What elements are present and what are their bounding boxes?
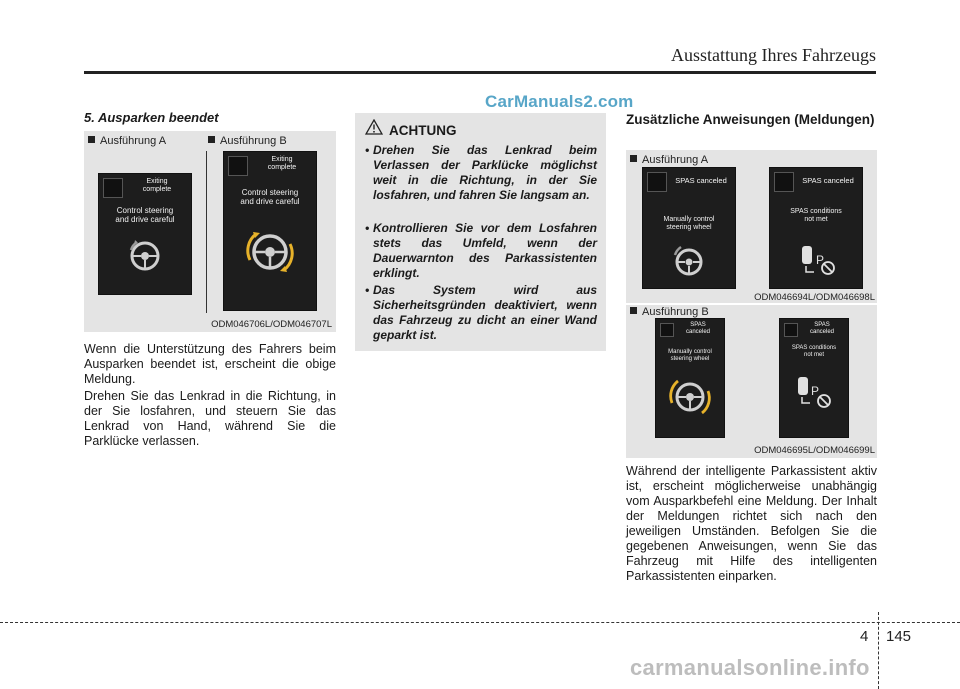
chapter-number: 4 bbox=[860, 628, 869, 645]
warning-item: • Drehen Sie das Lenkrad beim Verlassen der Parklücke möglichst weit in die Richtung, in der Sie losfahren, und fahren Sie langsam an. bbox=[365, 143, 597, 202]
watermark-bottom: carmanualsonline.info bbox=[630, 655, 870, 680]
screen-message: Manually control steering wheel bbox=[663, 216, 715, 232]
screen-title: SPAS canceled bbox=[809, 322, 835, 335]
screen-title: Exiting complete bbox=[267, 156, 297, 171]
variant-label-b: Ausführung B bbox=[630, 306, 709, 318]
variant-label-b: Ausführung B bbox=[208, 135, 287, 147]
variant-label-a: Ausführung A bbox=[630, 154, 708, 166]
cluster-screen-a bbox=[98, 173, 192, 295]
figure-separator bbox=[626, 303, 877, 305]
steering-wheel-icon bbox=[125, 236, 165, 276]
figure-divider bbox=[206, 151, 207, 313]
svg-text:P: P bbox=[811, 384, 820, 398]
warning-triangle-icon bbox=[365, 119, 383, 135]
screen-message: Control steering and drive careful bbox=[115, 206, 175, 225]
steering-wheel-icon bbox=[242, 222, 298, 282]
steering-wheel-icon bbox=[669, 243, 709, 281]
screen-message: SPAS conditions not met bbox=[791, 345, 837, 358]
warning-title: ACHTUNG bbox=[389, 123, 457, 138]
variant-label-a: Ausführung A bbox=[88, 135, 166, 147]
watermark-top: CarManuals2.com bbox=[485, 92, 634, 111]
header-rule bbox=[84, 71, 876, 74]
figure-code: ODM046695L/ODM046699L bbox=[754, 445, 875, 456]
screen-title: Exiting complete bbox=[142, 178, 172, 193]
figure-exit-complete bbox=[84, 131, 336, 332]
parking-indicator-box bbox=[647, 172, 667, 192]
steering-wheel-icon bbox=[666, 371, 714, 423]
parking-indicator-box bbox=[784, 323, 798, 337]
screen-message: Control steering and drive careful bbox=[240, 188, 300, 207]
cluster-screen-b bbox=[223, 151, 317, 311]
svg-text:P: P bbox=[816, 253, 825, 267]
figure-spas-messages bbox=[626, 150, 877, 458]
screen-title: SPAS canceled bbox=[675, 176, 727, 185]
parking-indicator-box bbox=[660, 323, 674, 337]
warning-box bbox=[355, 113, 606, 351]
page-number: 145 bbox=[886, 628, 912, 645]
cluster-screen-spas-b2 bbox=[779, 318, 849, 438]
screen-message: SPAS conditions not met bbox=[790, 208, 842, 224]
figure-code: ODM046694L/ODM046698L bbox=[754, 292, 875, 303]
screen-message: Manually control steering wheel bbox=[668, 349, 712, 362]
screen-title: SPAS canceled bbox=[802, 176, 854, 185]
parked-car-icon bbox=[798, 240, 838, 280]
cluster-screen-spas-a2 bbox=[769, 167, 863, 289]
section-title-messages: Zusätzliche Anweisungen (Meldungen) bbox=[626, 112, 875, 127]
paragraph: Wenn die Unterstützung des Fahrers beim Ausparken beendet ist, erscheint die obige Meldung. bbox=[84, 342, 336, 386]
parked-car-icon bbox=[792, 371, 836, 417]
cluster-screen-spas-b1 bbox=[655, 318, 725, 438]
paragraph: Während der intelligente Parkassistent aktiv ist, erscheint möglicherweise unabhängig vom Ausparkbefehl eine Meldung. Der Inhalt der Meldungen richtet sich nach den jeweiligen Umständen. Befolgen Sie die gegebenen Anweisungen, wenn Sie das Fahrzeug mit Hilfe des intelligenten Parkassistenten einparken. bbox=[626, 464, 877, 583]
paragraph: Drehen Sie das Lenkrad in die Richtung, in der Sie losfahren, und steuern Sie das Lenkrad von Hand, während Sie die Parklücke verlassen. bbox=[84, 389, 336, 448]
footer-divider bbox=[878, 612, 879, 689]
parking-indicator-box bbox=[774, 172, 794, 192]
screen-title: SPAS canceled bbox=[685, 322, 711, 335]
section-title-exit-complete: 5. Ausparken beendet bbox=[84, 110, 219, 125]
header-title: Ausstattung Ihres Fahrzeugs bbox=[671, 45, 876, 65]
cluster-screen-spas-a1 bbox=[642, 167, 736, 289]
figure-code: ODM046706L/ODM046707L bbox=[211, 319, 332, 330]
warning-item: • Kontrollieren Sie vor dem Losfahren stets das Umfeld, wenn der Dauerwarnton des Parkassistenten erklingt. bbox=[365, 221, 597, 280]
footer-rule bbox=[0, 622, 960, 623]
parking-indicator-box bbox=[228, 156, 248, 176]
warning-item: • Das System wird aus Sicherheitsgründen deaktiviert, wenn das Fahrzeug zu dicht an einer Wand geparkt ist. bbox=[365, 283, 597, 342]
parking-indicator-box bbox=[103, 178, 123, 198]
